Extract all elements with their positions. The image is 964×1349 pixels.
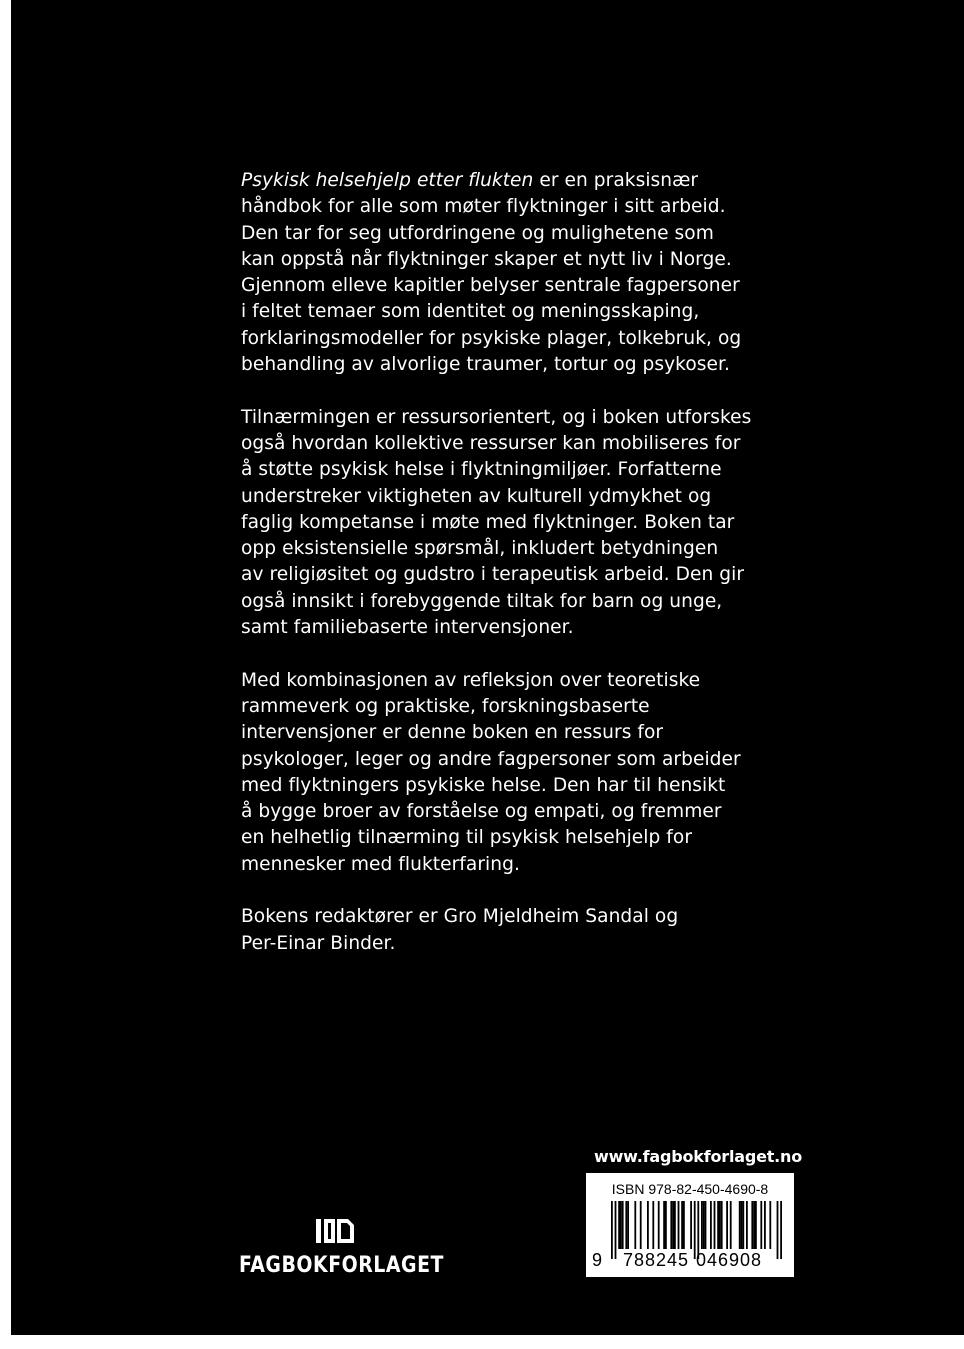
blurb-line: å støtte psykisk helse i flyktningmiljøer. Forfatterne <box>241 459 722 481</box>
barcode-bar <box>625 1201 627 1249</box>
barcode-bar <box>640 1201 642 1249</box>
blurb-line <box>241 168 821 194</box>
blurb-line: psykologer, leger og andre fagpersoner som arbeider <box>241 748 741 770</box>
barcode-bar <box>701 1201 703 1249</box>
blurb-line: mennesker med flukterfaring. <box>241 853 520 875</box>
barcode-bar <box>681 1201 683 1249</box>
barcode-bar <box>658 1201 660 1249</box>
barcode-bar <box>717 1201 719 1249</box>
blurb-line: faglig kompetanse i møte med flyktninger. Boken tar <box>241 511 735 533</box>
blurb-line: håndbok for alle som møter flyktninger i sitt arbeid. <box>241 196 726 218</box>
blurb-paragraph-2 <box>241 405 821 642</box>
blurb-line: Per-Einar Binder. <box>241 932 396 954</box>
blurb-paragraph-4 <box>241 904 821 957</box>
ean-lead-digit: 9 <box>592 1250 603 1270</box>
barcode-bar <box>611 1201 613 1259</box>
barcode-bar <box>751 1201 753 1249</box>
blurb-line: behandling av alvorlige traumer, tortur og psykoser. <box>241 354 730 376</box>
barcode-bar <box>769 1201 771 1249</box>
isbn-label: ISBN 978-82-450-4690-8 <box>611 1181 769 1197</box>
barcode-bar <box>760 1201 762 1249</box>
barcode-bar <box>780 1201 782 1259</box>
blurb-line: samt familiebaserte intervensjoner. <box>241 617 574 639</box>
barcode-bar <box>726 1201 728 1249</box>
barcode-bar <box>703 1201 705 1249</box>
barcode-bar <box>777 1201 779 1259</box>
blurb-line: også innsikt i forebyggende tiltak for barn og unge, <box>241 590 723 612</box>
barcode-bar <box>705 1201 707 1249</box>
barcode-bar <box>627 1201 629 1249</box>
barcode-bar <box>753 1201 755 1249</box>
barcode-bar <box>620 1201 622 1249</box>
blurb-line: understreker viktigheten av kulturell ydmykhet og <box>241 485 712 507</box>
blurb-line: å bygge broer av forståelse og empati, og fremmer <box>241 801 722 823</box>
barcode-bar <box>665 1201 667 1249</box>
blurb-line: intervensjoner er denne boken en ressurs for <box>241 722 664 744</box>
barcode-bar <box>615 1201 617 1259</box>
barcode-bar <box>714 1201 716 1249</box>
blurb-line: forklaringsmodeller for psykiske plager, tolkebruk, og <box>241 327 742 349</box>
barcode-bar <box>755 1201 757 1249</box>
blurb-line: Den tar for seg utfordringene og mulighetene som <box>241 222 714 244</box>
barcode-bar <box>741 1201 743 1249</box>
barcode-bars <box>586 1201 794 1277</box>
ean-left-digits: 788245 <box>623 1250 690 1270</box>
barcode-bar <box>663 1201 665 1249</box>
blurb-line: en helhetlig tilnærming til psykisk helsehjelp for <box>241 827 693 849</box>
blurb-line: av religiøsitet og gudstro i terapeutisk arbeid. Den gir <box>241 564 745 586</box>
barcode-bar <box>742 1201 744 1249</box>
blurb-line: også hvordan kollektive ressurser kan mobiliseres for <box>241 432 741 454</box>
blurb-line: Bokens redaktører er Gro Mjeldheim Sandal og <box>241 906 679 928</box>
blurb-line-rest: er en praksisnær <box>533 170 699 191</box>
blurb-line: Gjennom elleve kapitler belyser sentrale fagpersoner <box>241 275 740 297</box>
blurb-paragraph-1 <box>241 168 821 378</box>
blurb-paragraph-3 <box>241 668 821 878</box>
barcode-bar <box>721 1201 723 1249</box>
barcode-bar <box>764 1201 766 1249</box>
blurb-line: rammeverk og praktiske, forskningsbaserte <box>241 695 650 717</box>
isbn-barcode <box>586 1173 794 1277</box>
barcode-bar <box>678 1201 680 1249</box>
barcode-bar <box>746 1201 748 1249</box>
blurb-line: Tilnærmingen er ressursorientert, og i boken utforskes <box>241 406 752 428</box>
barcode-bar <box>690 1201 692 1249</box>
barcode-bar <box>670 1201 672 1249</box>
barcode-bar <box>710 1201 712 1249</box>
blurb-line: i feltet temaer som identitet og meningsskaping, <box>241 301 700 323</box>
publisher-website: www.fagbokforlaget.no <box>594 1147 803 1166</box>
publisher-name: FAGBOKFORLAGET <box>239 1253 444 1278</box>
barcode-bar <box>674 1201 676 1249</box>
barcode-bar <box>647 1201 649 1249</box>
barcode-bar <box>622 1201 624 1249</box>
book-title-italic: Psykisk helsehjelp etter flukten <box>241 170 534 191</box>
barcode-bar <box>739 1201 741 1249</box>
barcode-bar <box>618 1201 620 1249</box>
ean-right-digits: 046908 <box>696 1250 763 1270</box>
barcode-bar <box>719 1201 721 1249</box>
barcode-bar <box>634 1201 636 1249</box>
blurb-text <box>241 168 821 983</box>
barcode-bar <box>652 1201 654 1249</box>
barcode-bar <box>672 1201 674 1249</box>
book-logo-icon <box>314 1216 358 1246</box>
blurb-line: opp eksistensielle spørsmål, inkludert betydningen <box>241 538 719 560</box>
blurb-line: kan oppstå når flyktninger skaper et nytt liv i Norge. <box>241 248 732 270</box>
blurb-line: Med kombinasjonen av refleksjon over teoretiske <box>241 669 701 691</box>
barcode-bar <box>683 1201 685 1249</box>
blurb-line: med flyktningers psykiske helse. Den har til hensikt <box>241 774 726 796</box>
barcode-bar <box>730 1201 732 1249</box>
